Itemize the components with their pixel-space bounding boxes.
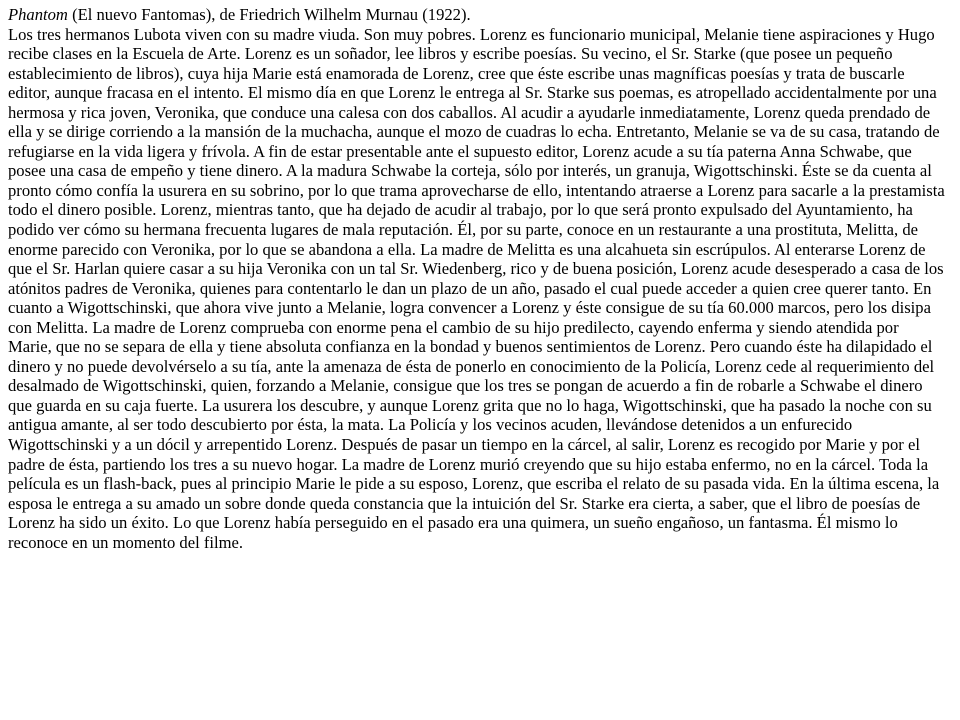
document-page xyxy=(8,5,946,552)
document-body: Los tres hermanos Lubota viven con su madre viuda. Son muy pobres. Lorenz es funcionario municipal, Melanie tiene aspiraciones y Hugo recibe clases en la Escuela de Arte. Lorenz es un soñador, lee libros y escribe poesías. Su vecino, el Sr. Starke (que posee un pequeño establecimiento de libros), cuya hija Marie está enamorada de Lorenz, cree que éste escribe unas magníficas poesías y trata de buscarle editor, aunque fracasa en el intento. El mismo día en que Lorenz le entrega al Sr. Starke sus poemas, es atropellado accidentalmente por una hermosa y rica joven, Veronika, que conduce una calesa con dos caballos. Al acudir a ayudarle inmediatamente, Lorenz queda prendado de ella y se dirige corriendo a la mansión de la muchacha, aunque el mozo de cuadras lo echa. Entretanto, Melanie se va de su casa, tratando de refugiarse en la vida ligera y frívola. A fin de estar presentable ante el supuesto editor, Lorenz acude a su tía paterna Anna Schwabe, que posee una casa de empeño y tiene dinero. A la madura Schwabe la corteja, sólo por interés, un granuja, Wigottschinski. Éste se da cuenta al pronto cómo confía la usurera en su sobrino, por lo que trama aprovecharse de ello, intentando atraerse a Lorenz para sacarle a la prestamista todo el dinero posible. Lorenz, mientras tanto, que ha dejado de acudir al trabajo, por lo que será pronto expulsado del Ayuntamiento, ha podido ver cómo su hermana frecuenta lugares de mala reputación. Él, por su parte, conoce en un restaurante a una prostituta, Melitta, de enorme parecido con Veronika, por lo que se abandona a ella. La madre de Melitta es una alcahueta sin escrúpulos. Al enterarse Lorenz de que el Sr. Harlan quiere casar a su hija Veronika con un tal Sr. Wiedenberg, rico y de buena posición, Lorenz acude desesperado a casa de los atónitos padres de Veronika, quienes para contentarlo le dan un plazo de un año, pasado el cual puede acceder a quien cree querer tanto. En cuanto a Wigottschinski, que ahora vive junto a Melanie, logra convencer a Lorenz y éste consigue de su tía 60.000 marcos, pero los disipa con Melitta. La madre de Lorenz comprueba con enorme pena el cambio de su hijo predilecto, cayendo enferma y siendo atendida por Marie, que no se separa de ella y tiene absoluta confianza en la bondad y buenos sentimientos de Lorenz. Pero cuando éste ha dilapidado el dinero y no puede devolvérselo a su tía, ante la amenaza de ésta de ponerlo en conocimiento de la Policía, Lorenz cede al requerimiento del desalmado de Wigottschinski, quien, forzando a Melanie, consigue que los tres se pongan de acuerdo a fin de robarle a Schwabe el dinero que guarda en su caja fuerte. La usurera los descubre, y aunque Lorenz grita que no lo haga, Wigottschinski, que ha pasado la noche con su antigua amante, al ser todo descubierto por ésta, la mata. La Policía y los vecinos acuden, llevándose detenidos a un enfurecido Wigottschinski y a un dócil y arrepentido Lorenz. Después de pasar un tiempo en la cárcel, al salir, Lorenz es recogido por Marie y por el padre de ésta, partiendo los tres a su nuevo hogar. La madre de Lorenz murió creyendo que su hijo estaba enfermo, no en la cárcel. Toda la película es un flash-back, pues al principio Marie le pide a su esposo, Lorenz, que escriba el relato de su pasada vida. En la última escena, la esposa le entrega a su amado un sobre donde queda constancia que la intuición del Sr. Starke era cierta, a saber, que el libro de poesías de Lorenz ha sido un éxito. Lo que Lorenz había perseguido en el pasado era una quimera, un sueño engañoso, un fantasma. Él mismo lo reconoce en un momento del filme. xyxy=(8,24,945,552)
film-title: Phantom xyxy=(8,5,68,24)
film-title-details: (El nuevo Fantomas), de Friedrich Wilhelm Murnau (1922). xyxy=(67,5,471,24)
document-heading xyxy=(8,5,946,25)
